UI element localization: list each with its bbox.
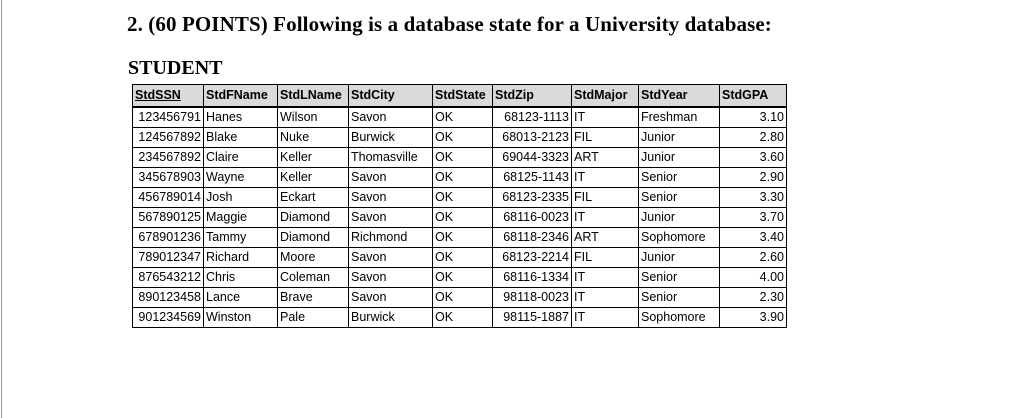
student-table — [132, 84, 787, 328]
year-cell: Freshman — [639, 107, 720, 128]
lname-cell: Nuke — [278, 128, 349, 148]
ssn-cell: 234567892 — [133, 148, 204, 168]
major-cell: FIL — [572, 128, 639, 148]
table-row — [133, 107, 787, 128]
fname-cell: Tammy — [204, 228, 278, 248]
gpa-cell: 3.70 — [720, 208, 787, 228]
table-row — [133, 248, 787, 268]
table-row — [133, 288, 787, 308]
table-row — [133, 228, 787, 248]
major-cell: IT — [572, 288, 639, 308]
fname-cell: Chris — [204, 268, 278, 288]
lname-cell: Diamond — [278, 228, 349, 248]
city-cell: Burwick — [349, 128, 433, 148]
fname-cell: Maggie — [204, 208, 278, 228]
zip-cell: 68123-1113 — [493, 107, 572, 128]
state-cell: OK — [433, 168, 493, 188]
table-caption: STUDENT — [128, 57, 223, 79]
zip-cell: 68123-2214 — [493, 248, 572, 268]
city-cell: Richmond — [349, 228, 433, 248]
ssn-cell: 789012347 — [133, 248, 204, 268]
table-row — [133, 128, 787, 148]
major-cell: IT — [572, 107, 639, 128]
city-cell: Savon — [349, 188, 433, 208]
table-row — [133, 268, 787, 288]
major-cell: IT — [572, 208, 639, 228]
column-header-stdcity: StdCity — [349, 85, 433, 108]
major-cell: IT — [572, 168, 639, 188]
city-cell: Thomasville — [349, 148, 433, 168]
year-cell: Senior — [639, 268, 720, 288]
student-table-body — [133, 107, 787, 328]
column-header-stdssn: StdSSN — [133, 85, 204, 108]
lname-cell: Brave — [278, 288, 349, 308]
ssn-cell: 456789014 — [133, 188, 204, 208]
gpa-cell: 3.10 — [720, 107, 787, 128]
state-cell: OK — [433, 107, 493, 128]
year-cell: Junior — [639, 208, 720, 228]
state-cell: OK — [433, 228, 493, 248]
city-cell: Savon — [349, 168, 433, 188]
fname-cell: Josh — [204, 188, 278, 208]
column-header-stdgpa: StdGPA — [720, 85, 787, 108]
gpa-cell: 2.90 — [720, 168, 787, 188]
lname-cell: Keller — [278, 148, 349, 168]
major-cell: ART — [572, 148, 639, 168]
zip-cell: 68118-2346 — [493, 228, 572, 248]
zip-cell: 68116-1334 — [493, 268, 572, 288]
city-cell: Savon — [349, 107, 433, 128]
column-header-stdyear: StdYear — [639, 85, 720, 108]
column-header-stdlname: StdLName — [278, 85, 349, 108]
gpa-cell: 3.60 — [720, 148, 787, 168]
zip-cell: 68125-1143 — [493, 168, 572, 188]
gpa-cell: 2.80 — [720, 128, 787, 148]
ssn-cell: 567890125 — [133, 208, 204, 228]
year-cell: Junior — [639, 248, 720, 268]
gpa-cell: 3.30 — [720, 188, 787, 208]
major-cell: IT — [572, 308, 639, 328]
table-row — [133, 188, 787, 208]
lname-cell: Eckart — [278, 188, 349, 208]
year-cell: Sophomore — [639, 228, 720, 248]
gpa-cell: 4.00 — [720, 268, 787, 288]
major-cell: IT — [572, 268, 639, 288]
fname-cell: Blake — [204, 128, 278, 148]
state-cell: OK — [433, 308, 493, 328]
column-header-stdzip: StdZip — [493, 85, 572, 108]
fname-cell: Richard — [204, 248, 278, 268]
ssn-cell: 876543212 — [133, 268, 204, 288]
zip-cell: 68116-0023 — [493, 208, 572, 228]
state-cell: OK — [433, 248, 493, 268]
zip-cell: 98118-0023 — [493, 288, 572, 308]
gpa-cell: 3.40 — [720, 228, 787, 248]
table-row — [133, 208, 787, 228]
zip-cell: 98115-1887 — [493, 308, 572, 328]
major-cell: FIL — [572, 188, 639, 208]
fname-cell: Claire — [204, 148, 278, 168]
lname-cell: Pale — [278, 308, 349, 328]
state-cell: OK — [433, 128, 493, 148]
column-header-stdmajor: StdMajor — [572, 85, 639, 108]
city-cell: Savon — [349, 208, 433, 228]
fname-cell: Winston — [204, 308, 278, 328]
state-cell: OK — [433, 208, 493, 228]
ssn-cell: 124567892 — [133, 128, 204, 148]
zip-cell: 69044-3323 — [493, 148, 572, 168]
question-heading: 2. (60 POINTS) Following is a database state for a University database: — [127, 12, 772, 36]
city-cell: Savon — [349, 268, 433, 288]
lname-cell: Diamond — [278, 208, 349, 228]
year-cell: Senior — [639, 168, 720, 188]
lname-cell: Coleman — [278, 268, 349, 288]
fname-cell: Wayne — [204, 168, 278, 188]
city-cell: Burwick — [349, 308, 433, 328]
year-cell: Junior — [639, 128, 720, 148]
lname-cell: Wilson — [278, 107, 349, 128]
state-cell: OK — [433, 288, 493, 308]
zip-cell: 68013-2123 — [493, 128, 572, 148]
ssn-cell: 901234569 — [133, 308, 204, 328]
ssn-cell: 890123458 — [133, 288, 204, 308]
major-cell: FIL — [572, 248, 639, 268]
ssn-cell: 678901236 — [133, 228, 204, 248]
fname-cell: Lance — [204, 288, 278, 308]
ssn-cell: 345678903 — [133, 168, 204, 188]
year-cell: Junior — [639, 148, 720, 168]
year-cell: Senior — [639, 288, 720, 308]
state-cell: OK — [433, 268, 493, 288]
lname-cell: Keller — [278, 168, 349, 188]
table-row — [133, 148, 787, 168]
year-cell: Sophomore — [639, 308, 720, 328]
gpa-cell: 3.90 — [720, 308, 787, 328]
ssn-cell: 123456791 — [133, 107, 204, 128]
lname-cell: Moore — [278, 248, 349, 268]
major-cell: ART — [572, 228, 639, 248]
fname-cell: Hanes — [204, 107, 278, 128]
state-cell: OK — [433, 188, 493, 208]
header-row — [133, 85, 787, 108]
city-cell: Savon — [349, 288, 433, 308]
zip-cell: 68123-2335 — [493, 188, 572, 208]
gpa-cell: 2.30 — [720, 288, 787, 308]
column-header-stdfname: StdFName — [204, 85, 278, 108]
city-cell: Savon — [349, 248, 433, 268]
state-cell: OK — [433, 148, 493, 168]
table-row — [133, 308, 787, 328]
column-header-stdstate: StdState — [433, 85, 493, 108]
year-cell: Senior — [639, 188, 720, 208]
gpa-cell: 2.60 — [720, 248, 787, 268]
page-left-border — [1, 0, 2, 418]
table-row — [133, 168, 787, 188]
